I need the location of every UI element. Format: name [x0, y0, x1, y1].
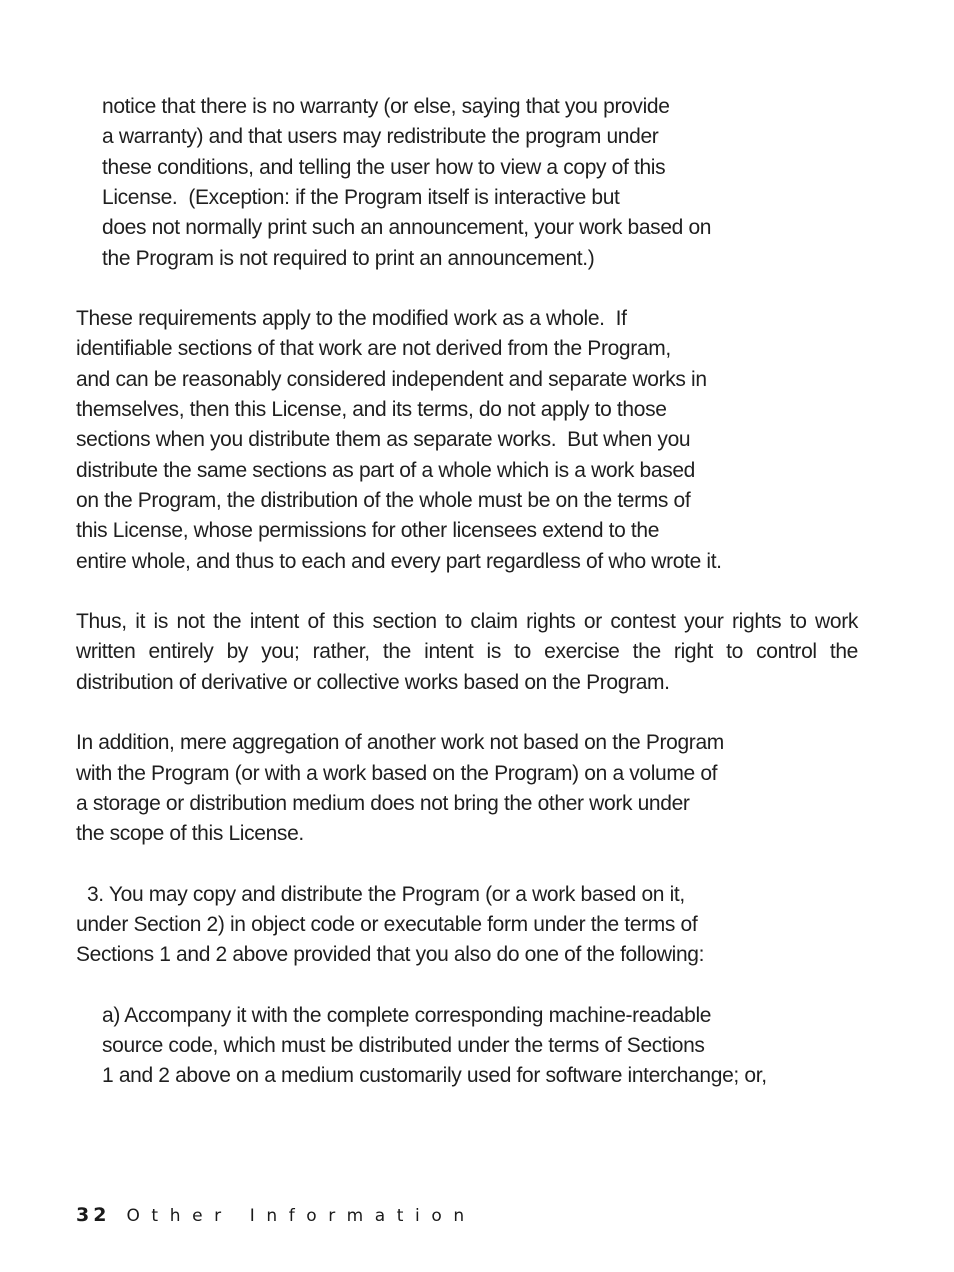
paragraph-line: source code, which must be distributed under the terms of Sections	[102, 1034, 705, 1057]
paragraph-line: These requirements apply to the modified work as a whole. If	[76, 307, 627, 330]
paragraph-line: identifiable sections of that work are not derived from the Program,	[76, 337, 671, 360]
paragraph-line: on the Program, the distribution of the whole must be on the terms of	[76, 489, 691, 512]
paragraph-line: under Section 2) in object code or executable form under the terms of	[76, 913, 698, 936]
paragraph-line: and can be reasonably considered independent and separate works in	[76, 368, 707, 391]
paragraph-line: this License, whose permissions for other licensees extend to the	[76, 519, 660, 542]
paragraph-line: License. (Exception: if the Program itself is interactive but	[102, 186, 620, 209]
paragraph-line: a warranty) and that users may redistribute the program under	[102, 125, 659, 148]
paragraph-line: a storage or distribution medium does not bring the other work under	[76, 792, 690, 815]
paragraph-line: 1 and 2 above on a medium customarily used for software interchange; or,	[102, 1064, 767, 1087]
footer-section-name: Other Information	[126, 1206, 476, 1226]
page-number: 32	[76, 1204, 111, 1226]
paragraph-line: these conditions, and telling the user how to view a copy of this	[102, 156, 666, 179]
paragraph-line: the scope of this License.	[76, 822, 304, 845]
paragraph-line: notice that there is no warranty (or else, saying that you provide	[102, 95, 670, 118]
paragraph-line: themselves, then this License, and its terms, do not apply to those	[76, 398, 667, 421]
paragraph-line: the Program is not required to print an announcement.)	[102, 247, 595, 270]
paragraph-line: Sections 1 and 2 above provided that you also do one of the following:	[76, 943, 705, 966]
paragraph-line: distribution of derivative or collective works based on the Program.	[76, 671, 670, 694]
paragraph-line: written entirely by you; rather, the intent is to exercise the right to control the	[76, 640, 858, 663]
paragraph-line: Thus, it is not the intent of this section to claim rights or contest your rights to work	[76, 610, 858, 633]
paragraph-line: does not normally print such an announcement, your work based on	[102, 216, 712, 239]
paragraph-line: entire whole, and thus to each and every part regardless of who wrote it.	[76, 550, 722, 573]
page-footer	[76, 1204, 476, 1230]
paragraph-line: with the Program (or with a work based on the Program) on a volume of	[76, 762, 718, 785]
paragraph-line: a) Accompany it with the complete corresponding machine-readable	[102, 1004, 712, 1027]
paragraph-line: In addition, mere aggregation of another work not based on the Program	[76, 731, 724, 754]
paragraph-line: distribute the same sections as part of a whole which is a work based	[76, 459, 696, 482]
paragraph-line: 3. You may copy and distribute the Program (or a work based on it,	[76, 883, 685, 906]
paragraph-line: sections when you distribute them as separate works. But when you	[76, 428, 691, 451]
